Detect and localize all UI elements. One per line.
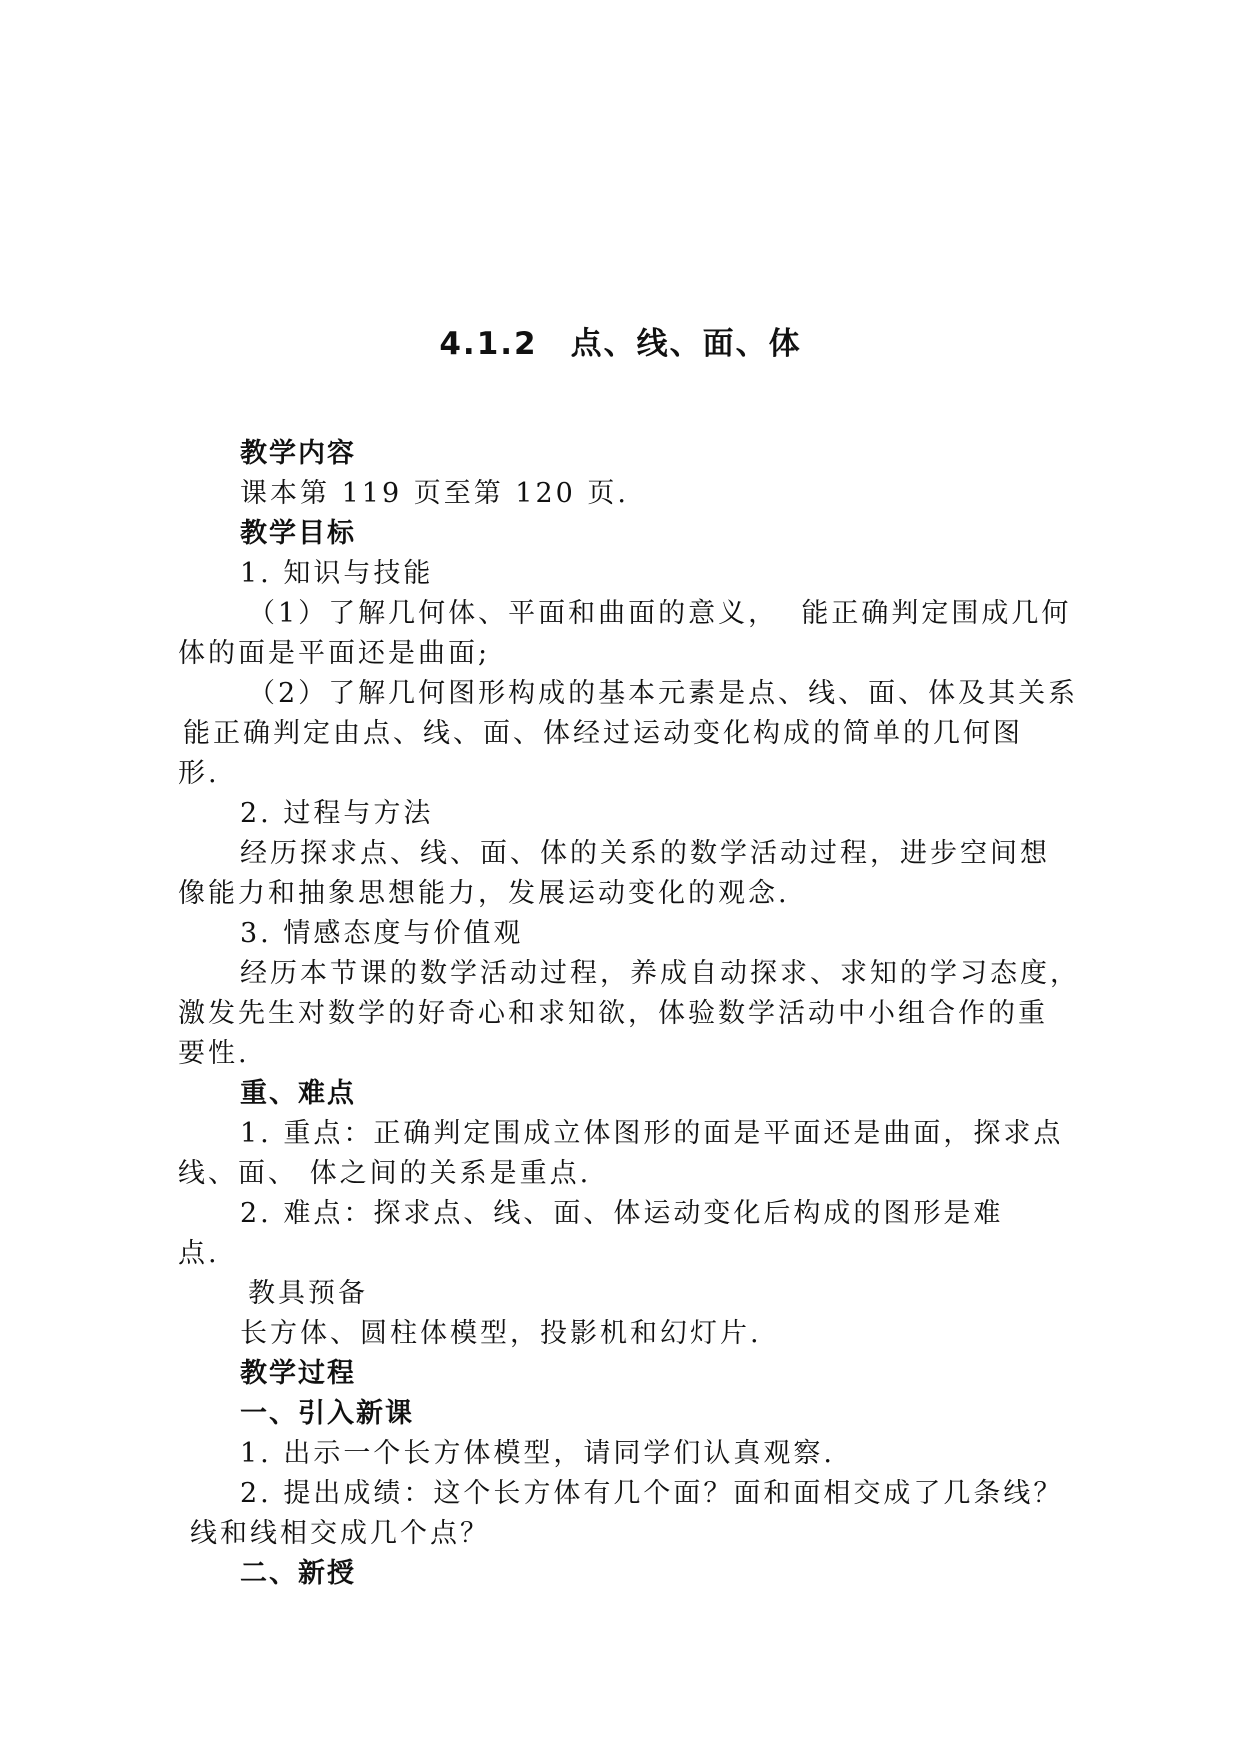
paragraph-line: 形. bbox=[178, 758, 220, 789]
paragraph-line: 2. 提出成绩：这个长方体有几个面？面和面相交成了几条线？ bbox=[240, 1478, 1064, 1509]
section-heading-process: 教学过程 bbox=[240, 1358, 356, 1389]
paragraph-line: 能正确判定由点、线、面、体经过运动变化构成的简单的几何图 bbox=[183, 718, 1023, 749]
paragraph-line: 激发先生对数学的好奇心和求知欲，体验数学活动中小组合作的重 bbox=[178, 998, 1048, 1029]
paragraph-line: 像能力和抽象思想能力，发展运动变化的观念. bbox=[178, 878, 790, 909]
paragraph-line: （1）了解几何体、平面和曲面的意义， 能正确判定围成几何 bbox=[248, 598, 1072, 629]
paragraph-line: 1. 重点：正确判定围成立体图形的面是平面还是曲面，探求点 bbox=[240, 1118, 1064, 1149]
paragraph-line: 线和线相交成几个点？ bbox=[190, 1518, 490, 1549]
subheading-process-method: 2. 过程与方法 bbox=[240, 798, 434, 829]
section-heading-objectives: 教学目标 bbox=[240, 518, 356, 549]
paragraph-line: 经历本节课的数学活动过程，养成自动探求、求知的学习态度， bbox=[240, 958, 1080, 989]
section-heading-new-lesson: 二、新授 bbox=[240, 1558, 356, 1589]
paragraph-line: 要性. bbox=[178, 1038, 250, 1069]
paragraph-line: （2）了解几何图形构成的基本元素是点、线、面、体及其关系 bbox=[248, 678, 1079, 709]
page-title: 4.1.2 点、线、面、体 bbox=[439, 326, 802, 362]
subheading-attitude-values: 3. 情感态度与价值观 bbox=[240, 918, 524, 949]
paragraph-line: 长方体、圆柱体模型，投影机和幻灯片. bbox=[240, 1318, 762, 1349]
paragraph-line: 点. bbox=[178, 1238, 220, 1269]
paragraph-line: 2. 难点：探求点、线、面、体运动变化后构成的图形是难 bbox=[240, 1198, 1004, 1229]
paragraph-line: 课本第 119 页至第 120 页. bbox=[240, 478, 629, 509]
paragraph-line: 线、面、 体之间的关系是重点. bbox=[178, 1158, 592, 1189]
section-heading-key-difficult: 重、难点 bbox=[240, 1078, 356, 1109]
subheading-knowledge-skills: 1. 知识与技能 bbox=[240, 558, 434, 589]
section-heading-teaching-aids: 教具预备 bbox=[248, 1278, 368, 1309]
section-heading-content: 教学内容 bbox=[240, 438, 356, 469]
section-heading-intro: 一、引入新课 bbox=[240, 1398, 414, 1429]
paragraph-line: 经历探求点、线、面、体的关系的数学活动过程，进步空间想 bbox=[240, 838, 1050, 869]
paragraph-line: 体的面是平面还是曲面; bbox=[178, 638, 491, 669]
paragraph-line: 1. 出示一个长方体模型，请同学们认真观察. bbox=[240, 1438, 835, 1469]
